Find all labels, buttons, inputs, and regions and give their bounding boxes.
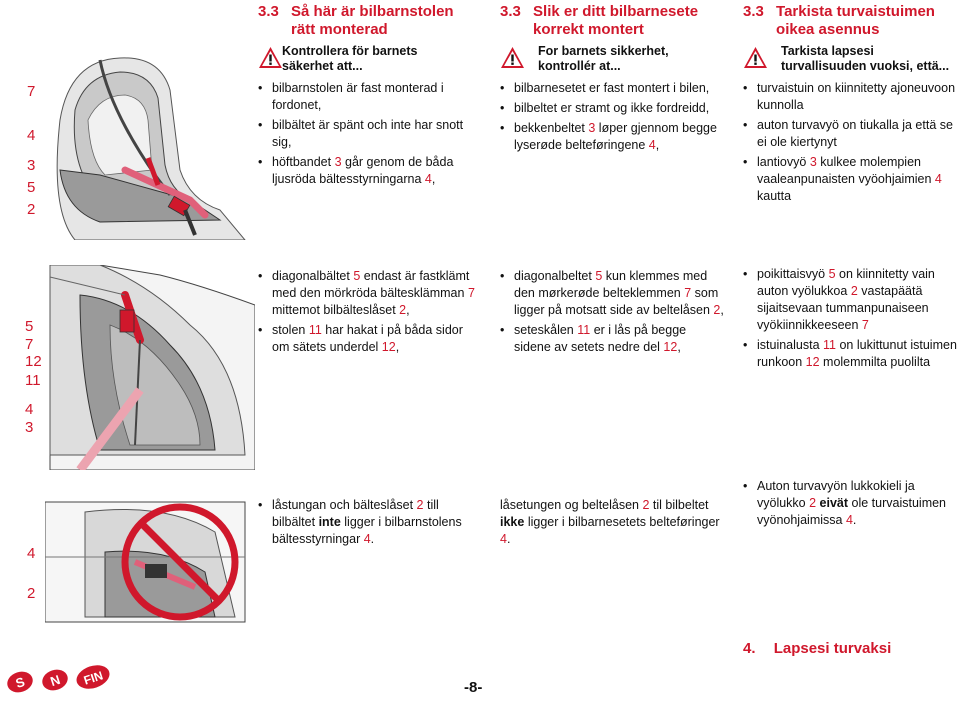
list-item: • bilbarnesetet er fast montert i bilen, xyxy=(500,80,730,97)
illustration-seat-installed xyxy=(40,50,255,240)
list-item: • stolen 11 har hakat i på båda sidor om sätets underdel 12, xyxy=(258,322,483,356)
callout-12: 12 xyxy=(25,353,42,370)
lang-fin-badge xyxy=(73,661,112,692)
checklist-fin xyxy=(743,80,958,208)
list-item: • poikittaisvyö 5 on kiinnitetty vain auton vyölukkoa 2 vastapäätä sijaitsevaan tummanpunaiseen vyökiinnikkeeseen 7 xyxy=(743,266,958,334)
note-no-3: låsetungen og beltelåsen 2 til bilbeltet ikke ligger i bilbarnesetets belteføringer 4. xyxy=(500,498,720,546)
callout-4: 4 xyxy=(27,127,36,144)
checklist-se-3 xyxy=(258,497,483,551)
callout-2: 2 xyxy=(27,201,36,218)
callout-7: 7 xyxy=(25,336,34,353)
callout-5: 5 xyxy=(27,179,36,196)
callout-4: 4 xyxy=(27,545,36,562)
checklist-se xyxy=(258,80,483,191)
callout-3: 3 xyxy=(25,419,34,436)
language-badges xyxy=(0,660,120,700)
warning-line: Tarkista lapsesi xyxy=(781,44,874,58)
section-title-se xyxy=(258,3,454,39)
warning-line: turvallisuuden vuoksi, että... xyxy=(781,59,950,73)
warning-triangle-icon xyxy=(500,46,525,69)
section-number: 4. xyxy=(743,640,756,657)
section-title: Lapsesi turvaksi xyxy=(773,640,892,657)
warning-line: säkerhet att... xyxy=(282,59,363,73)
title-line: rätt monterad xyxy=(291,21,388,38)
list-item: • lantiovyö 3 kulkee molempien vaaleanpunaisten vyöohjaimien 4 kautta xyxy=(743,154,958,205)
section-title-no xyxy=(500,3,698,39)
lang-n-badge xyxy=(40,666,71,693)
footer-section-heading xyxy=(743,640,891,658)
title-line: oikea asennus xyxy=(776,21,880,38)
callout-7: 7 xyxy=(27,83,36,100)
section-number-se: 3.3 xyxy=(258,3,279,20)
list-item: • bekkenbeltet 3 løper gjennom begge lyserøde belteføringene 4, xyxy=(500,120,730,154)
page-number: -8- xyxy=(464,679,483,696)
callout-5: 5 xyxy=(25,318,34,335)
list-item: • istuinalusta 11 on lukittunut istuimen runkoon 12 molemmilta puolilta xyxy=(743,337,958,371)
title-line: korrekt montert xyxy=(533,21,644,38)
list-item: • bilbältet är spänt och inte har snott sig, xyxy=(258,117,483,151)
list-item: • diagonalbeltet 5 kun klemmes med den mørkerøde belteklemmen 7 som ligger på motsatt side av beltelåsen 2, xyxy=(500,268,725,319)
checklist-fin-2 xyxy=(743,266,958,374)
warning-line: Kontrollera för barnets xyxy=(282,44,418,58)
list-item: • diagonalbältet 5 endast är fastklämt med den mörkröda bältesklämman 7 mittemot bilbälteslåset 2, xyxy=(258,268,483,319)
list-item: • bilbarnstolen är fast monterad i fordonet, xyxy=(258,80,483,114)
callout-2: 2 xyxy=(27,585,36,602)
checklist-no-2 xyxy=(500,268,725,359)
callout-11: 11 xyxy=(25,372,41,389)
svg-text:FIN: FIN xyxy=(81,668,105,688)
callout-4: 4 xyxy=(25,401,34,418)
warning-line: For barnets sikkerhet, xyxy=(538,44,669,58)
checklist-fin-3 xyxy=(743,478,958,532)
title-line: Slik er ditt bilbarnesete xyxy=(533,3,699,20)
warning-triangle-icon xyxy=(743,46,768,69)
list-item: • seteskålen 11 er i lås på begge sidene av setets nedre del 12, xyxy=(500,322,725,356)
warning-triangle-icon xyxy=(258,46,283,69)
list-item: • Auton turvavyön lukkokieli ja vyölukko 2 eivät ole turvaistuimen vyönohjaimissa 4. xyxy=(743,478,958,529)
checklist-se-2 xyxy=(258,268,483,359)
lang-s-badge xyxy=(5,668,36,695)
checklist-no xyxy=(500,80,730,157)
illustration-seat-belt-clamp xyxy=(40,265,255,470)
warning-line: kontrollér at... xyxy=(538,59,621,73)
svg-text:N: N xyxy=(48,671,62,690)
callout-3: 3 xyxy=(27,157,36,174)
title-line: Så här är bilbarnstolen xyxy=(291,3,454,20)
section-number-fin: 3.3 xyxy=(743,3,764,20)
list-item: • turvaistuin on kiinnitetty ajoneuvoon kunnolla xyxy=(743,80,958,114)
list-item: • låstungan och bälteslåset 2 till bilbältet inte ligger i bilbarnstolens bältesstyrningar 4. xyxy=(258,497,483,548)
list-item: • bilbeltet er stramt og ikke fordreidd, xyxy=(500,100,730,117)
title-line: Tarkista turvaistuimen xyxy=(776,3,935,20)
list-item: • auton turvavyö on tiukalla ja että se ei ole kiertynyt xyxy=(743,117,958,151)
svg-text:S: S xyxy=(13,674,27,691)
section-title-fin xyxy=(743,3,935,39)
list-item: • höftbandet 3 går genom de båda ljusröda bältesstyrningarna 4, xyxy=(258,154,483,188)
section-number-no: 3.3 xyxy=(500,3,521,20)
illustration-incorrect-buckle xyxy=(45,492,255,627)
